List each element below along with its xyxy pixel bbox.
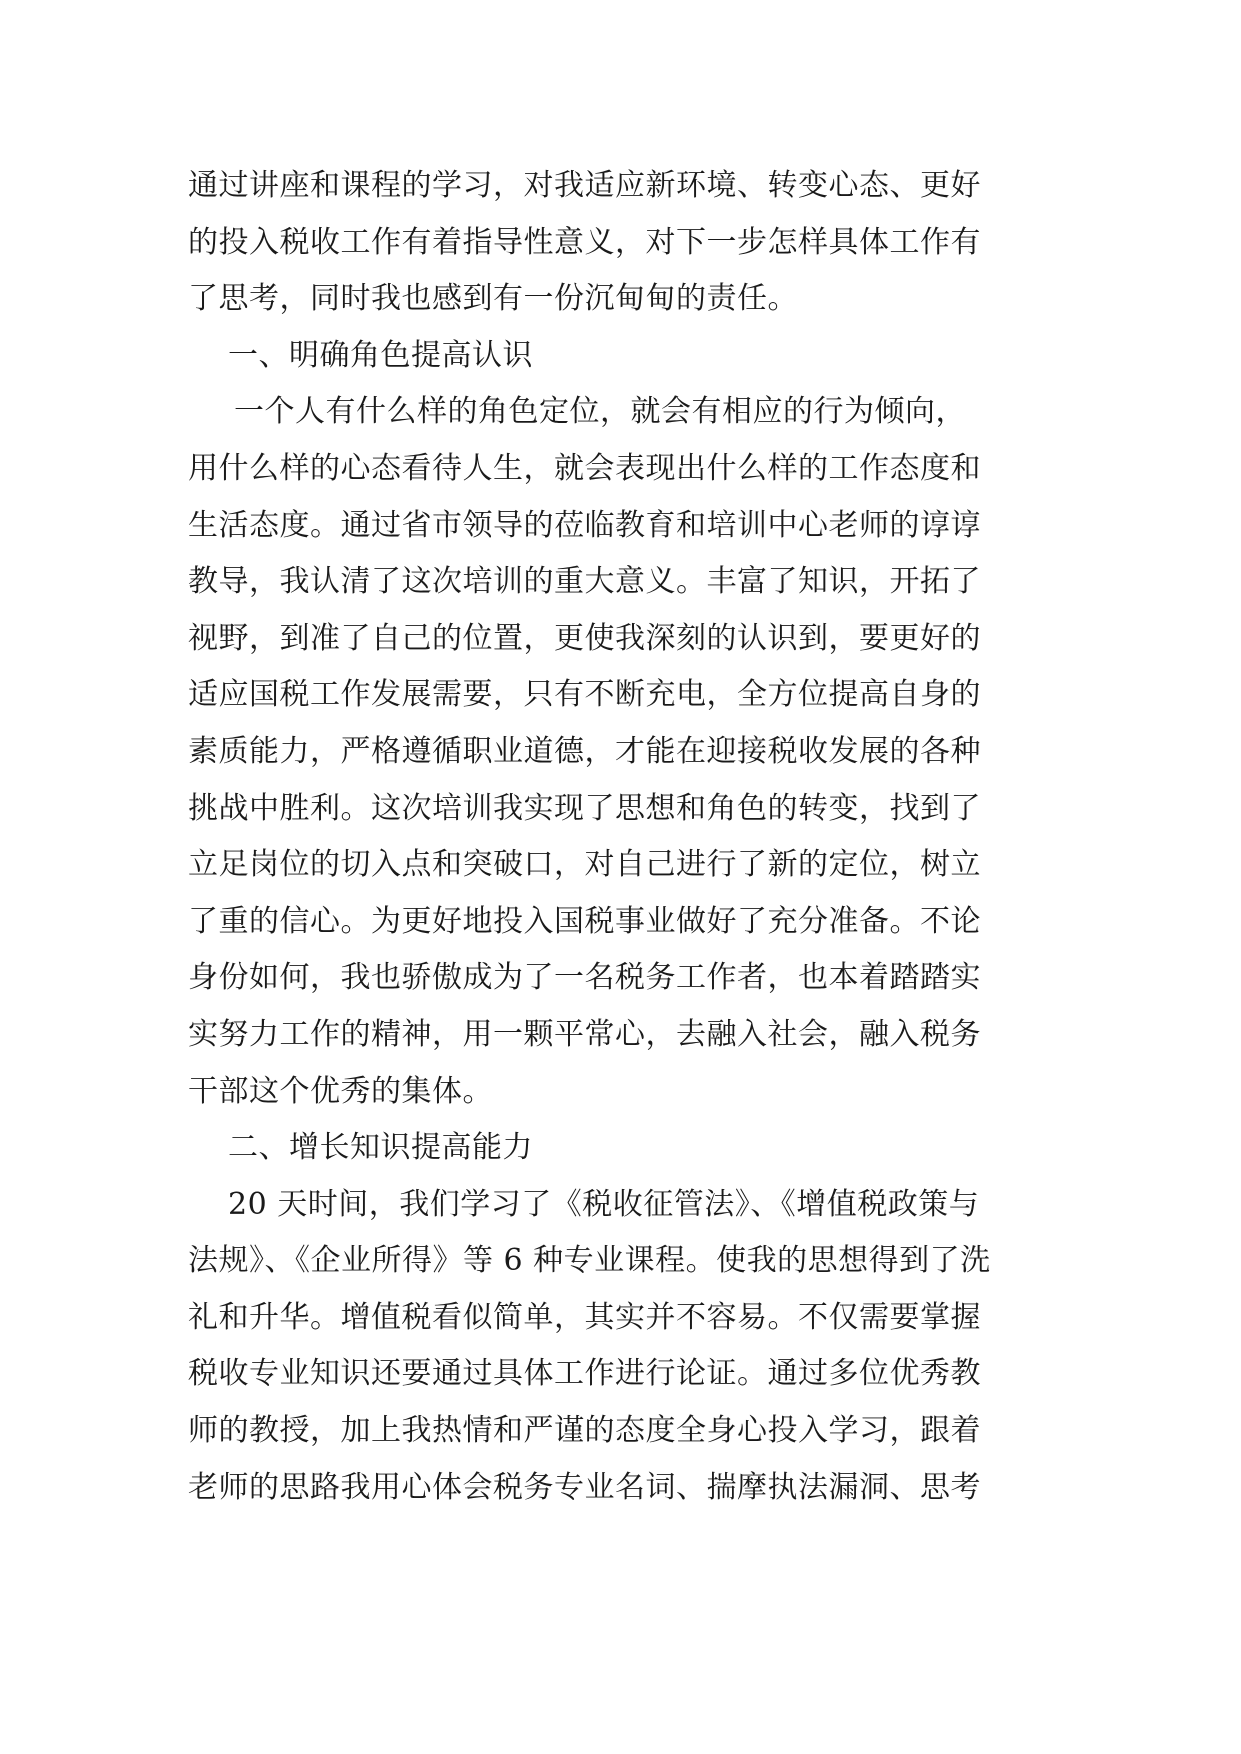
body-line: 师的教授，加上我热情和严谨的态度全身心投入学习，跟着 [188,1413,981,1449]
body-line: 了思考，同时我也感到有一份沉甸甸的责任。 [188,281,798,317]
body-line: 一个人有什么样的角色定位，就会有相应的行为倾向， [234,394,966,430]
body-line: 视野，到准了自己的位置，更使我深刻的认识到，要更好的 [188,620,981,656]
body-line: 老师的思路我用心体会税务专业名词、揣摩执法漏洞、思考 [188,1469,981,1505]
body-line: 挑战中胜利。这次培训我实现了思想和角色的转变，找到了 [188,790,981,826]
body-line: 法规》、《企业所得》等 6 种专业课程。使我的思想得到了洗 [188,1243,991,1279]
section-heading: 一、明确角色提高认识 [228,337,533,373]
body-line: 用什么样的心态看待人生，就会表现出什么样的工作态度和 [188,450,981,486]
body-line: 20 天时间，我们学习了《税收征管法》、《增值税政策与 [228,1186,980,1222]
body-line: 生活态度。通过省市领导的莅临教育和培训中心老师的谆谆 [188,507,981,543]
body-line: 教导，我认清了这次培训的重大意义。丰富了知识，开拓了 [188,564,981,600]
body-line: 适应国税工作发展需要，只有不断充电，全方位提高自身的 [188,677,981,713]
document-body [188,158,1068,1516]
body-line: 的投入税收工作有着指导性意义，对下一步怎样具体工作有 [188,224,981,260]
body-line: 素质能力，严格遵循职业道德，才能在迎接税收发展的各种 [188,733,981,769]
body-line: 税收专业知识还要通过具体工作进行论证。通过多位优秀教 [188,1356,981,1392]
body-line: 通过讲座和课程的学习，对我适应新环境、转变心态、更好 [188,168,981,203]
body-line: 礼和升华。增值税看似简单，其实并不容易。不仅需要掌握 [188,1299,981,1335]
body-line: 干部这个优秀的集体。 [188,1073,493,1109]
body-line: 实努力工作的精神，用一颗平常心，去融入社会，融入税务 [188,1016,981,1052]
section-heading: 二、增长知识提高能力 [228,1130,533,1166]
body-line: 立足岗位的切入点和突破口，对自己进行了新的定位，树立 [188,847,981,883]
body-line: 了重的信心。为更好地投入国税事业做好了充分准备。不论 [188,903,981,939]
body-line: 身份如何，我也骄傲成为了一名税务工作者，也本着踏踏实 [188,960,981,996]
